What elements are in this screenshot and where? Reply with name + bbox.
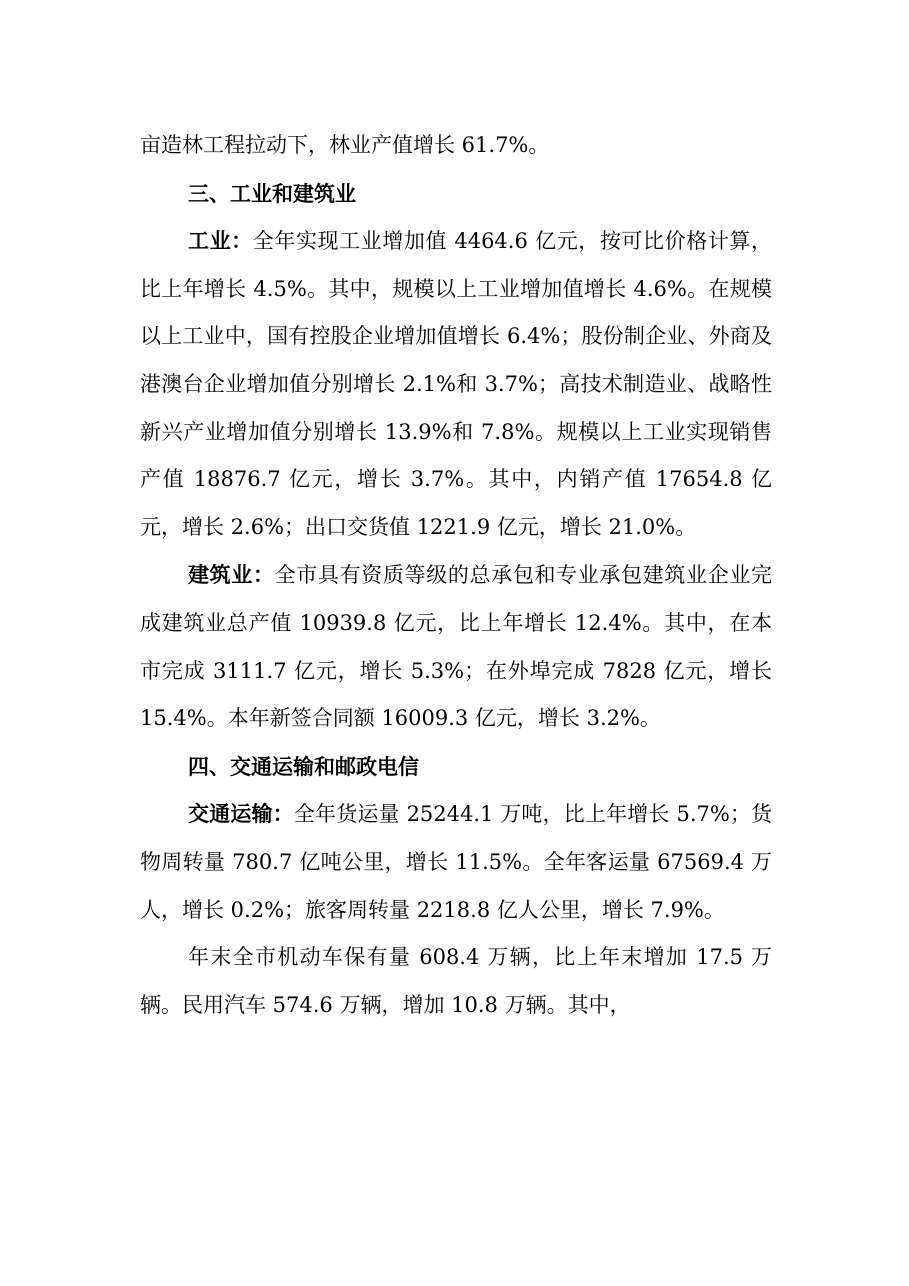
transport-lead: 交通运输： [188, 801, 294, 827]
paragraph-construction [140, 551, 772, 742]
industry-text: 全年实现工业增加值 4464.6 亿元，按可比价格计算，比上年增长 4.5%。其中，规模以上工业增加值增长 4.6%。在规模以上工业中，国有控股企业增加值增长 6.4%；股份制企业、外商及港澳台企业增加值分别增长 2.1%和 3.7%；高技术制造业、战略性新兴产业增加值分别增长 13.9%和 7.8%。规模以上工业实现销售产值 18876.7 亿元，增长 3.7%。其中，内销产值 17654.8 亿元，增长 2.6%；出口交货值 1221.9 亿元，增长 21.0%。 [140, 229, 772, 539]
construction-lead: 建筑业： [188, 562, 275, 588]
paragraph-industry [140, 217, 772, 551]
industry-lead: 工业： [188, 228, 253, 254]
document-page [140, 122, 772, 1029]
section-heading-industry-construction: 三、工业和建筑业 [188, 180, 356, 206]
paragraph-forestry-tail: 亩造林工程拉动下，林业产值增长 61.7%。 [140, 133, 550, 157]
paragraph-transport [140, 790, 772, 934]
transport-text: 全年货运量 25244.1 万吨，比上年增长 5.7%；货物周转量 780.7 亿吨公里，增长 11.5%。全年客运量 67569.4 万人，增长 0.2%；旅客周转量 2218.8 亿人公里，增长 7.9%。 [140, 802, 772, 922]
construction-text: 全市具有资质等级的总承包和专业承包建筑业企业完成建筑业总产值 10939.8 亿元，比上年增长 12.4%。其中，在本市完成 3111.7 亿元，增长 5.3%；在外埠完成 7828 亿元，增长 15.4%。本年新签合同额 16009.3 亿元，增长 3.2%。 [140, 563, 773, 731]
paragraph-vehicles: 年末全市机动车保有量 608.4 万辆，比上年末增加 17.5 万辆。民用汽车 574.6 万辆，增加 10.8 万辆。其中， [140, 945, 772, 1017]
section-heading-transport-post: 四、交通运输和邮政电信 [188, 753, 419, 779]
